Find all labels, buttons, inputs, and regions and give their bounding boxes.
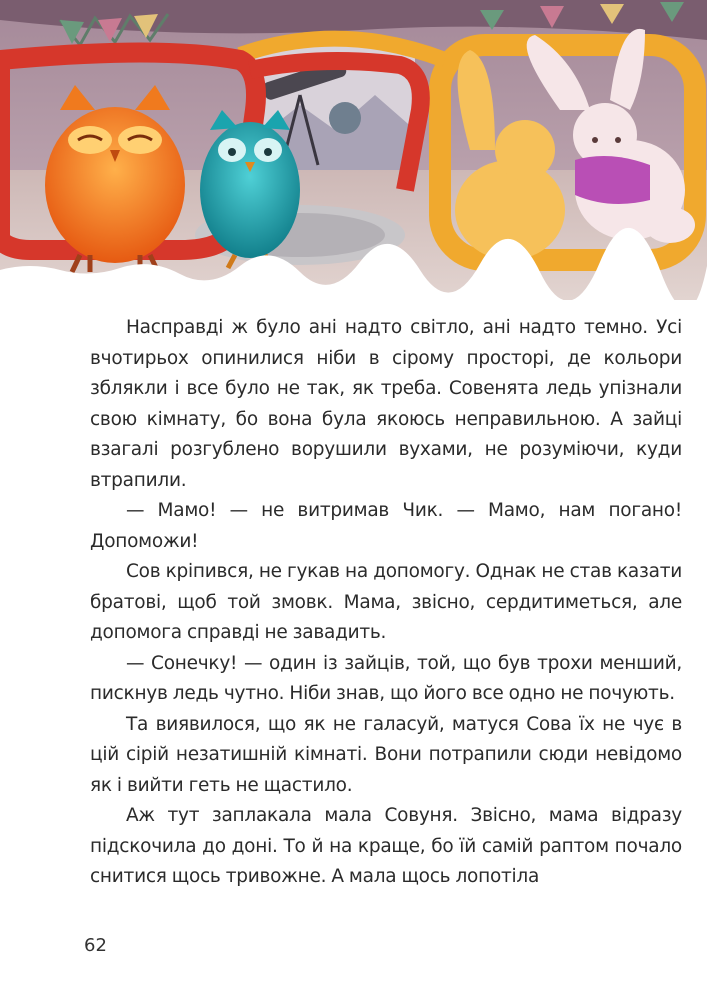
paragraph: Сов кріпився, не гукав на допомогу. Однак не став казати братові, щоб той змовк. Мама, звісно, сердитиметься, але допомога справді не завадить. bbox=[90, 561, 682, 643]
paragraph: Насправді ж було ані надто світло, ані надто темно. Усі вчотирьох опинилися ніби в сірому просторі, де кольори зблякли і все було не так, як треба. Совенята ледь упізнали свою кімнату, бо вона була якоюсь неправильною. А зайці взагалі розгублено ворушили вухами, не розуміючи, куди втрапили. bbox=[90, 317, 682, 491]
story-illustration bbox=[0, 0, 707, 300]
story-text bbox=[90, 313, 682, 893]
page-number: 62 bbox=[84, 935, 107, 956]
paragraph: — Мамо! — не витримав Чик. — Мамо, нам погано! Допоможи! bbox=[90, 500, 682, 552]
paragraph: Аж тут заплакала мала Совуня. Звісно, мама відразу підскочила до доні. То й на краще, бо їй самій раптом почало снитися щось тривожне. А мала щось лопотіла bbox=[90, 805, 682, 887]
paragraph: Та виявилося, що як не галасуй, матуся Сова їх не чує в цій сірій незатишній кімнаті. Вони потрапили сюди невідомо як і вийти геть не щастило. bbox=[90, 713, 682, 796]
paragraph: — Сонечку! — один із зайців, той, що був трохи менший, пискнув ледь чутно. Ніби знав, що його все одно не почують. bbox=[90, 652, 682, 704]
